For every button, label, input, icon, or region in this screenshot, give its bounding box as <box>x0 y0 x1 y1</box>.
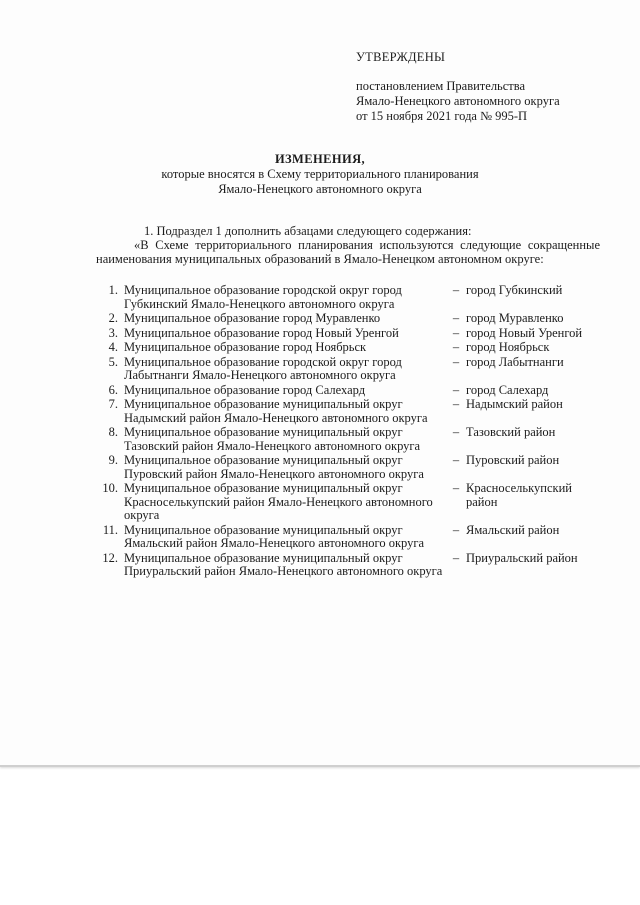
item-short-name: Надымский район <box>466 397 563 411</box>
item-full-name: Муниципальное образование муниципальный округ Надымский район Ямало-Ненецкого автономного округа <box>124 397 428 425</box>
approval-line-1: постановлением Правительства <box>356 79 526 93</box>
item-full-name: Муниципальное образование город Муравленко <box>124 311 381 325</box>
list-item <box>92 552 604 579</box>
item-dash: – <box>452 425 460 439</box>
list-item <box>92 356 604 383</box>
item-dash: – <box>452 397 460 411</box>
item-short-name: Ямальский район <box>466 522 560 537</box>
list-item <box>92 426 604 453</box>
item-short-name: город Салехард <box>466 382 549 397</box>
item-dash: – <box>452 325 460 340</box>
item-number: 7. <box>108 397 118 411</box>
list-item <box>92 454 604 481</box>
document-heading <box>0 152 640 197</box>
item-full-name: Муниципальное образование муниципальный округ Красноселькупский район Ямало-Ненецкого автономного округа <box>124 481 433 522</box>
item-dash: – <box>452 283 460 297</box>
list-item <box>92 312 604 326</box>
item-number: 8. <box>108 425 118 439</box>
item-dash: – <box>452 340 460 354</box>
item-dash: – <box>452 311 460 325</box>
item-full-name: Муниципальное образование город Салехард <box>124 382 366 397</box>
item-full-name: Муниципальное образование муниципальный округ Ямальский район Ямало-Ненецкого автономного округа <box>124 522 425 550</box>
item-short-name: город Ноябрьск <box>466 340 550 354</box>
item-full-name: Муниципальное образование городской округ город Губкинский Ямало-Ненецкого автономного округа <box>124 283 402 311</box>
approval-line-3: от 15 ноября 2021 года № 995-П <box>356 109 528 123</box>
item-number: 9. <box>108 453 118 467</box>
heading-line-2: Ямало-Ненецкого автономного округа <box>218 182 422 196</box>
item-number: 10. <box>102 481 118 495</box>
item-number: 2. <box>108 311 118 325</box>
municipality-list <box>92 284 604 580</box>
item-full-name: Муниципальное образование город Ноябрьск <box>124 340 367 354</box>
intro-paragraph-2: «В Схеме территориального планирования используются следующие сокращенные наименования муниципальных образований в Ямало-Ненецком автономном округе: <box>96 238 600 266</box>
item-dash: – <box>452 481 460 495</box>
item-short-name: Тазовский район <box>466 425 556 439</box>
item-full-name: Муниципальное образование город Новый Уренгой <box>124 325 399 340</box>
item-number: 5. <box>108 354 118 369</box>
item-short-name: Приуральский район <box>466 550 578 565</box>
item-number: 12. <box>102 550 118 565</box>
item-number: 1. <box>108 283 118 297</box>
item-number: 6. <box>108 382 118 397</box>
list-item <box>92 482 604 523</box>
item-full-name: Муниципальное образование городской округ город Лабытнанги Ямало-Ненецкого автономного округа <box>124 354 402 382</box>
item-short-name: Пуровский район <box>466 453 560 467</box>
heading-line-1: которые вносятся в Схему территориального планирования <box>161 167 479 181</box>
approval-stamp <box>356 50 560 124</box>
list-item <box>92 327 604 341</box>
item-number: 4. <box>108 340 118 354</box>
list-item <box>92 524 604 551</box>
item-short-name: город Губкинский <box>466 283 563 297</box>
item-dash: – <box>452 550 460 565</box>
heading-title: ИЗМЕНЕНИЯ, <box>274 152 366 166</box>
item-short-name: город Муравленко <box>466 311 564 325</box>
list-item <box>92 284 604 311</box>
item-full-name: Муниципальное образование муниципальный округ Приуральский район Ямало-Ненецкого автономного округа <box>124 550 443 578</box>
list-item <box>92 341 604 355</box>
item-short-name: город Новый Уренгой <box>466 325 583 340</box>
item-dash: – <box>452 522 460 537</box>
intro-paragraph-1: 1. Подраздел 1 дополнить абзацами следующего содержания: <box>144 224 472 238</box>
approval-line-2: Ямало-Ненецкого автономного округа <box>356 94 560 108</box>
item-full-name: Муниципальное образование муниципальный округ Пуровский район Ямало-Ненецкого автономного округа <box>124 453 424 481</box>
item-number: 3. <box>108 325 118 340</box>
item-dash: – <box>452 382 460 397</box>
item-short-name: Красноселькупский район <box>466 481 572 509</box>
approval-title: УТВЕРЖДЕНЫ <box>356 50 446 64</box>
item-dash: – <box>452 354 460 369</box>
list-item <box>92 384 604 398</box>
item-dash: – <box>452 453 460 467</box>
item-short-name: город Лабытнанги <box>466 354 564 369</box>
list-item <box>92 398 604 425</box>
intro-text <box>96 224 600 266</box>
item-full-name: Муниципальное образование муниципальный округ Тазовский район Ямало-Ненецкого автономного округа <box>124 425 421 453</box>
item-number: 11. <box>102 522 118 537</box>
